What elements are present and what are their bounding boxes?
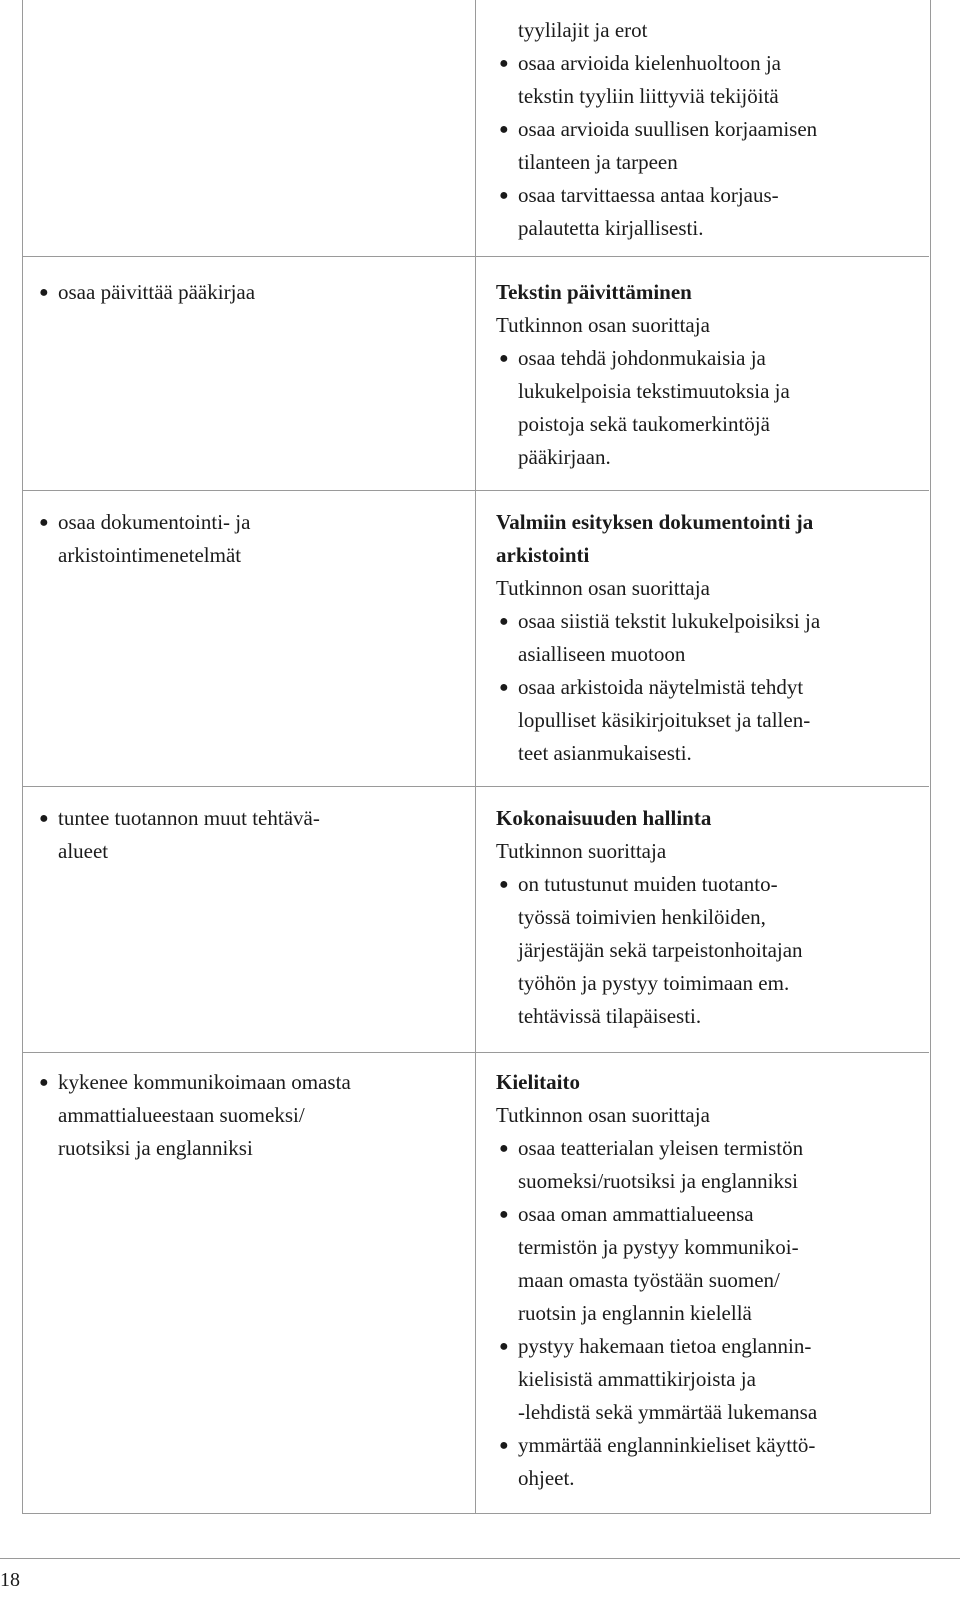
- bullet-icon: ●: [499, 350, 509, 367]
- right-cell-row-0: [496, 14, 916, 245]
- row-divider: [22, 490, 929, 491]
- bullet-icon: ●: [499, 1437, 509, 1454]
- bullet-icon: ●: [499, 121, 509, 138]
- column-divider: [475, 0, 476, 1513]
- bullet-icon: ●: [39, 1074, 49, 1091]
- list-item: ● osaa arvioida kielenhuoltoon ja tekstin tyyliin liittyviä tekijöitä: [496, 47, 916, 113]
- bullet-icon: ●: [499, 679, 509, 696]
- list-item: ● osaa tehdä johdonmukaisia ja lukukelpoisia tekstimuutoksia ja poistoja sekä taukomerkintöjä pääkirjaan.: [496, 342, 916, 474]
- left-cell-row-2: [36, 506, 456, 572]
- bullet-icon: ●: [499, 55, 509, 72]
- list-item: ● osaa tarvittaessa antaa korjaus- palautetta kirjallisesti.: [496, 179, 916, 245]
- list-item: ● osaa siistiä tekstit lukukelpoisiksi ja asialliseen muotoon: [496, 605, 916, 671]
- section-heading: Valmiin esityksen dokumentointi ja: [496, 510, 814, 534]
- right-cell-row-3: [496, 802, 916, 1033]
- section-heading: Tekstin päivittäminen: [496, 280, 692, 304]
- bullet-icon: ●: [499, 876, 509, 893]
- page-number: 18: [0, 1569, 20, 1591]
- list-item: ● kykenee kommunikoimaan omasta ammattialueestaan suomeksi/ ruotsiksi ja englanniksi: [36, 1066, 456, 1165]
- bullet-icon: ●: [39, 284, 49, 301]
- section-subheading: Tutkinnon suorittaja: [496, 839, 667, 863]
- continuation-text: tyylilajit ja erot: [518, 18, 648, 42]
- section-subheading: Tutkinnon osan suorittaja: [496, 1103, 710, 1127]
- left-cell-row-4: [36, 1066, 456, 1165]
- right-cell-row-2: [496, 506, 916, 770]
- bullet-icon: ●: [39, 514, 49, 531]
- list-item: ● osaa oman ammattialueensa termistön ja pystyy kommunikoi- maan omasta työstään suomen/ ruotsin ja englannin kielellä: [496, 1198, 916, 1330]
- list-item: ● osaa arkistoida näytelmistä tehdyt lopulliset käsikirjoitukset ja tallen- teet asianmukaisesti.: [496, 671, 916, 770]
- right-cell-row-4: [496, 1066, 916, 1495]
- bullet-icon: ●: [499, 187, 509, 204]
- footer-rule: [0, 1558, 960, 1559]
- section-heading: Kielitaito: [496, 1070, 580, 1094]
- row-divider: [22, 256, 929, 257]
- bullet-icon: ●: [499, 1206, 509, 1223]
- bullet-icon: ●: [499, 613, 509, 630]
- list-item: ● osaa teatterialan yleisen termistön suomeksi/ruotsiksi ja englanniksi: [496, 1132, 916, 1198]
- section-heading: arkistointi: [496, 543, 590, 567]
- left-cell-row-1: [36, 276, 456, 309]
- left-cell-row-3: [36, 802, 456, 868]
- list-item: ● osaa dokumentointi- ja arkistointimenetelmät: [36, 506, 456, 572]
- section-subheading: Tutkinnon osan suorittaja: [496, 576, 710, 600]
- list-item: ● tuntee tuotannon muut tehtävä- alueet: [36, 802, 456, 868]
- section-subheading: Tutkinnon osan suorittaja: [496, 313, 710, 337]
- list-item: ● osaa arvioida suullisen korjaamisen tilanteen ja tarpeen: [496, 113, 916, 179]
- row-divider: [22, 786, 929, 787]
- section-heading: Kokonaisuuden hallinta: [496, 806, 712, 830]
- right-cell-row-1: [496, 276, 916, 474]
- bullet-icon: ●: [499, 1338, 509, 1355]
- list-item: ● ymmärtää englanninkieliset käyttö- ohjeet.: [496, 1429, 916, 1495]
- row-divider: [22, 1052, 929, 1053]
- bullet-icon: ●: [39, 810, 49, 827]
- list-item: ● pystyy hakemaan tietoa englannin- kielisistä ammattikirjoista ja -lehdistä sekä ymmärtää lukemansa: [496, 1330, 916, 1429]
- bullet-icon: ●: [499, 1140, 509, 1157]
- list-item: ● on tutustunut muiden tuotanto- työssä toimivien henkilöiden, järjestäjän sekä tarpeistonhoitajan työhön ja pystyy toimimaan em. tehtävissä tilapäisesti.: [496, 868, 916, 1033]
- list-item: ● osaa päivittää pääkirjaa: [36, 276, 456, 309]
